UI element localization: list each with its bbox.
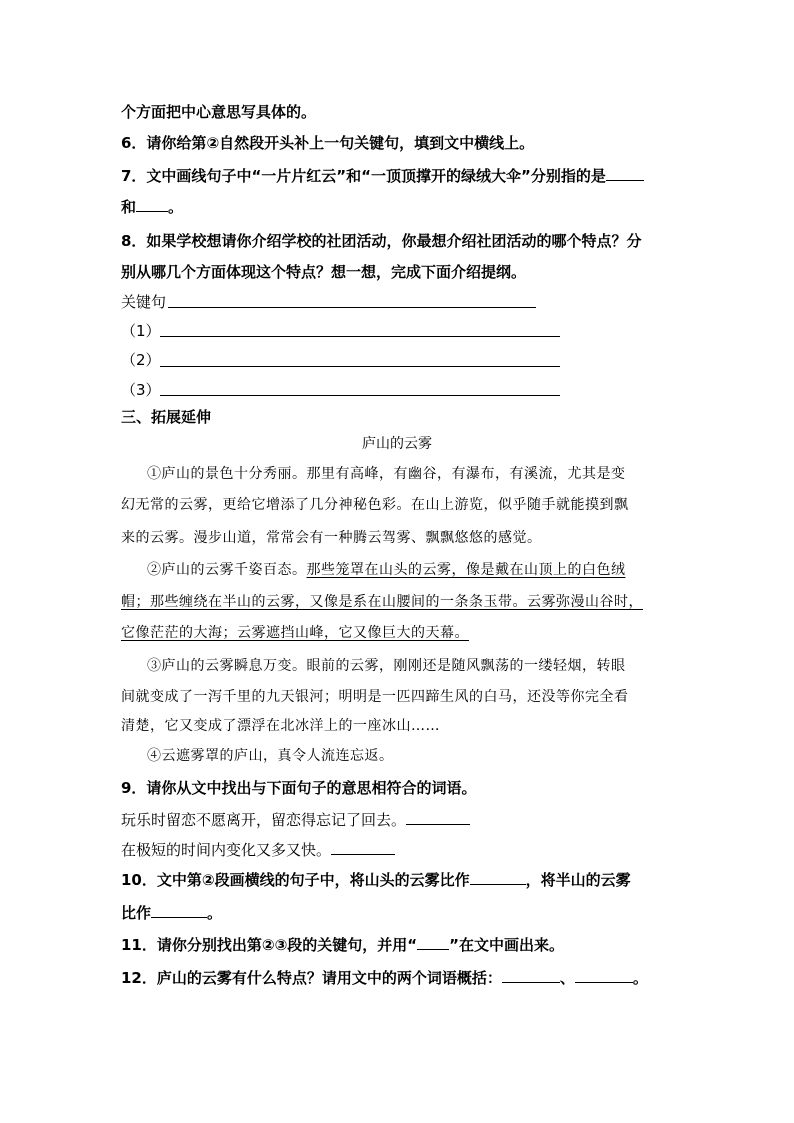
answer-blank[interactable] xyxy=(470,870,526,885)
outline-item-3: （3） xyxy=(121,381,161,399)
passage-title: 庐山的云雾 xyxy=(362,436,432,452)
q10-text-3: 比作 xyxy=(121,904,152,922)
question-12 xyxy=(121,968,648,988)
passage-p2-line3: 它像茫茫的大海；云雾遮挡山峰，它又像巨大的天幕。 xyxy=(121,625,469,641)
q12-sep: 、 xyxy=(559,969,575,987)
question-7-text: 7．文中画线句子中“一片片红云”和“一顶顶撑开的绿绒大伞”分别指的是 xyxy=(121,167,606,185)
outline-item-1: （1） xyxy=(121,322,161,340)
q11-text-2: ”在文中画出来。 xyxy=(449,936,564,954)
text-line: 个方面把中心意思写具体的。 xyxy=(121,103,317,121)
question-8-line1: 8．如果学校想请你介绍学校的社团活动，你最想介绍社团活动的哪个特点？分 xyxy=(121,232,642,250)
underlined-sentence: 那些笼罩在山头的云雾，像是戴在山顶上的白色绒 xyxy=(306,562,626,578)
question-6: 6．请你给第②自然段开头补上一句关键句，填到文中横线上。 xyxy=(121,134,535,152)
passage-p4: ④云遮雾罩的庐山，真令人流连忘返。 xyxy=(147,748,394,764)
answer-blank[interactable] xyxy=(151,903,207,918)
q10-text-2: ，将半山的云雾 xyxy=(525,871,631,889)
answer-blank[interactable] xyxy=(606,166,644,181)
question-9-sentence-2 xyxy=(121,840,395,860)
question-8-line2: 别从哪几个方面体现这个特点？想一想，完成下面介绍提纲。 xyxy=(121,263,527,281)
section-heading: 三、拓展延伸 xyxy=(121,408,212,426)
q12-text-1: 12．庐山的云雾有什么特点？请用文中的两个词语概括： xyxy=(121,969,502,987)
answer-blank[interactable] xyxy=(502,968,560,983)
q11-text-1: 11．请你分别找出第②③段的关键句，并用“ xyxy=(121,936,418,954)
q9-sentence-1-text: 玩乐时留恋不愿离开，留恋得忘记了回去。 xyxy=(121,811,407,829)
passage-p1-line1: ①庐山的景色十分秀丽。那里有高峰，有幽谷，有瀑布，有溪流，尤其是变 xyxy=(147,466,626,482)
line-sample xyxy=(417,935,449,950)
question-7-end: 。 xyxy=(168,198,184,216)
passage-p1-line3: 来的云雾。漫步山道，常常会有一种腾云驾雾、飘飘悠悠的感觉。 xyxy=(121,530,542,546)
question-7-line1 xyxy=(121,166,644,186)
q12-end: 。 xyxy=(632,969,648,987)
question-7-and: 和 xyxy=(121,198,137,216)
outline-answer-line-3[interactable] xyxy=(160,395,560,396)
answer-blank[interactable] xyxy=(575,968,633,983)
answer-blank[interactable] xyxy=(136,197,168,212)
question-10-line1 xyxy=(121,870,631,890)
passage-p2-line1 xyxy=(147,560,626,580)
outline-answer-line-2[interactable] xyxy=(160,366,560,367)
keyword-answer-line[interactable] xyxy=(168,307,536,308)
passage-p3-line3: 清楚，它又变成了漂浮在北冰洋上的一座冰山…… xyxy=(121,718,440,734)
passage-p3-line2: 间就变成了一泻千里的九天银河；明明是一匹四蹄生风的白马，还没等你完全看 xyxy=(121,689,629,705)
question-11 xyxy=(121,935,564,955)
question-10-line2 xyxy=(121,903,222,923)
keyword-label: 关键句 xyxy=(121,293,167,311)
passage-p1-line2: 幻无常的云雾，更给它增添了几分神秘色彩。在山上游览，似乎随手就能摸到飘 xyxy=(121,497,629,513)
passage-p2-line2: 帽；那些缠绕在半山的云雾，又像是系在山腰间的一条条玉带。云雾弥漫山谷时， xyxy=(121,594,643,610)
q10-text-4: 。 xyxy=(207,904,223,922)
q10-text-1: 10．文中第②段画横线的句子中，将山头的云雾比作 xyxy=(121,871,470,889)
passage-p2-plain: ②庐山的云雾千姿百态。 xyxy=(147,562,307,578)
question-9-sentence-1 xyxy=(121,810,470,830)
answer-blank[interactable] xyxy=(406,810,470,825)
q9-sentence-2-text: 在极短的时间内变化又多又快。 xyxy=(121,841,332,859)
question-9: 9．请你从文中找出与下面句子的意思相符合的词语。 xyxy=(121,779,477,797)
outline-item-2: （2） xyxy=(121,351,161,369)
answer-blank[interactable] xyxy=(331,840,395,855)
question-7-line2 xyxy=(121,197,183,217)
outline-answer-line-1[interactable] xyxy=(160,336,560,337)
passage-p3-line1: ③庐山的云雾瞬息万变。眼前的云雾，刚刚还是随风飘荡的一缕轻烟，转眼 xyxy=(147,658,626,674)
